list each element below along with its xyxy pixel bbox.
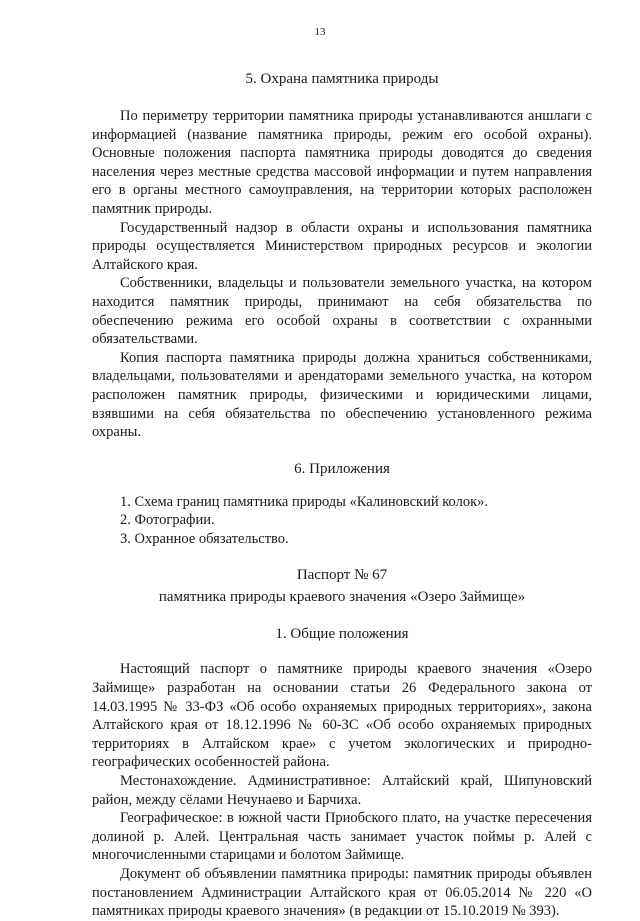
paragraph: Документ об объявлении памятника природы: памятник природы объявлен постановлением Администрации Алтайского края от 06.05.2014 № 220 «О памятниках природы краевого значения» (в редакции от 15.10.2019 № 393). (92, 866, 592, 920)
list-item: 1. Схема границ памятника природы «Калиновский колок». (120, 493, 489, 510)
paragraph: Копия паспорта памятника природы должна храниться собственниками, владельцами, пользователями и арендаторами земельного участка, на котором расположен памятник природы, физическими и юридическими лицами, взявшими на себя обязательства по обеспечению установленного режима охраны. (92, 349, 592, 441)
paragraph: Государственный надзор в области охраны и использования памятника природы осуществляется Министерством природных ресурсов и экологии Алтайского края. (92, 219, 592, 273)
list-item: 3. Охранное обязательство. (120, 530, 289, 547)
list-item: 2. Фотографии. (120, 512, 215, 529)
paragraph: Настоящий паспорт о памятнике природы краевого значения «Озеро Займище» разработан на основании статьи 26 Федерального закона от 14.03.1995 № 33-ФЗ «Об особо охраняемых природных территориях», закона Алтайского края от 18.12.1996 № 60-ЗС «Об особо охраняемых природных территориях в Алтайском крае» с учетом экологических и природно-географических особенностей района. (92, 661, 592, 771)
passport-subtitle: памятника природы краевого значения «Озеро Займище» (158, 589, 526, 606)
section-1 (92, 625, 592, 920)
paragraph: Собственники, владельцы и пользователи земельного участка, на котором находится памятник природы, принимают на себя обязательства по обеспечению режима его особой охраны в соответствии с охранными обязательствами. (92, 275, 592, 348)
paragraph: По периметру территории памятника природы устанавливаются аншлаги с информацией (название памятника природы, режим его особой охраны). Основные положения паспорта памятника природы доводятся до сведения населения через местные средства массовой информации и путем направления его в органы местного самоуправления, на территории которых расположен памятник природы. (92, 108, 592, 217)
passport-title: Паспорт № 67 (296, 567, 388, 584)
section-1-title: 1. Общие положения (275, 626, 409, 643)
section-6 (92, 460, 592, 549)
page-number: 13 (314, 26, 326, 38)
passport-header (92, 566, 592, 607)
paragraph: Местонахождение. Административное: Алтайский край, Шипуновский район, между сёлами Нечунаево и Барчиха. (92, 773, 592, 808)
section-5-title: 5. Охрана памятника природы (245, 71, 439, 87)
paragraph: Географическое: в южной части Приобского плато, на участке пересечения долиной р. Алей. Центральная часть занимает участок поймы р. Алей с многочисленными старицами и болотом Займище. (92, 810, 592, 864)
section-5 (92, 0, 592, 442)
section-6-title: 6. Приложения (294, 460, 390, 477)
